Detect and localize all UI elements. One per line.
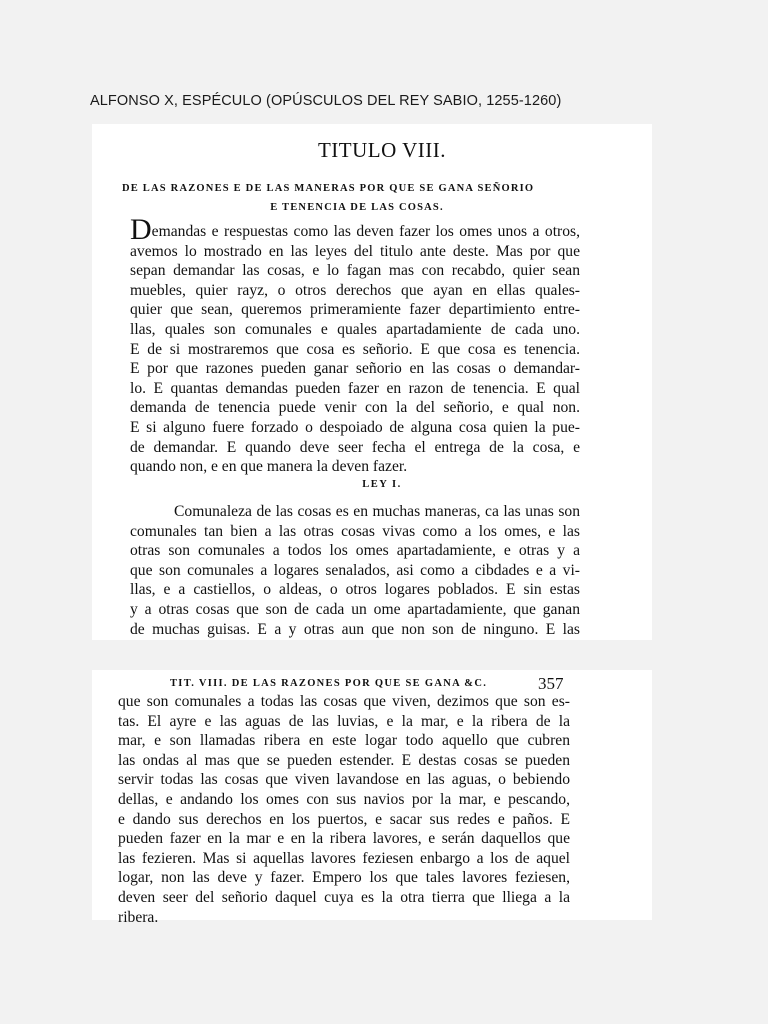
intro-line: quando non, e en que manera la deven fazer. — [130, 458, 408, 476]
text-line: tas. El ayre e las aguas de las luvias, e la mar, e la ribera de la — [118, 712, 570, 730]
text-line: logar, non las deve y fazer. Empero los que tales lavores feziesen, — [118, 869, 570, 887]
intro-first-line-rest: emandas e respuestas como las deven fazer los omes unos a otros, — [151, 223, 580, 240]
title-subheading — [122, 179, 592, 217]
intro-line: demanda de tenencia puede venir con la del señorio, e qual non. — [130, 399, 580, 417]
ley-line: otras son comunales a todos los omes apartadamiente, e otras y a — [130, 542, 580, 560]
subheading-line: E TENENCIA DE LAS COSAS. — [270, 202, 444, 213]
text-line: pueden fazer en la mar e en la ribera lavores, e serán daquellos que — [118, 830, 570, 848]
text-line: mar, e son llamadas ribera en este logar todo aquello que cubren — [118, 732, 570, 750]
intro-line: quier que sean, queremos primeramiente fazer departimiento entre- — [130, 301, 580, 319]
text-line: que son comunales a todas las cosas que viven, dezimos que son es- — [118, 693, 570, 710]
ley-line: que son comunales a logares senalados, asi como a cibdades e a vi- — [130, 561, 580, 579]
intro-line: avemos lo mostrado en las leyes del titulo ante deste. Mas por que — [130, 242, 580, 260]
ley-heading: LEY I. — [362, 479, 402, 490]
text-line: ribera. — [118, 908, 159, 926]
intro-line: lo. E quantas demandas pueden fazer en razon de tenencia. E qual — [130, 379, 580, 397]
intro-line: de demandar. E quando deve seer fecha el entrega de la cosa, e — [130, 438, 580, 456]
ley-line: comunales tan bien a las otras cosas vivas como a los omes, e las — [130, 522, 580, 540]
scanned-page-top — [92, 124, 652, 640]
intro-line: llas, quales son comunales e quales apartadamiente de cada uno. — [130, 320, 580, 338]
text-line: servir todas las cosas que viven lavandose en las aguas, o bebiendo — [118, 771, 570, 789]
text-line: las ondas al mas que se pueden estender. E destas cosas se pueden — [118, 751, 570, 769]
page-number: 357 — [538, 674, 564, 693]
text-line: deven seer del señorio daquel cuya es la otra tierra que lliega a la — [118, 888, 570, 906]
ley-line: Comunaleza de las cosas es en muchas maneras, ca las unas son — [174, 503, 580, 520]
running-head: TIT. VIII. DE LAS RAZONES POR QUE SE GANA &C. — [170, 678, 488, 689]
intro-line: E de si mostraremos que cosa es señorio. E que cosa es tenencia. — [130, 340, 580, 358]
page-title: TITULO VIII. — [317, 138, 447, 162]
ley-line: de muchas guisas. E a y otras aun que non son de ninguno. E las — [130, 620, 580, 638]
intro-line: muebles, quier rayz, o otros derechos que ayan en ellas quales- — [130, 281, 580, 299]
intro-line: sepan demandar las cosas, e lo fagan mas con recabdo, quier sean — [130, 262, 580, 280]
intro-line — [130, 213, 580, 246]
drop-cap: D — [130, 213, 152, 246]
text-line: dellas, e andando los omes con sus navios por la mar, e pescando, — [118, 790, 570, 808]
text-line: e dando sus derechos en los puertos, e sacar sus redes e paños. E — [118, 810, 570, 828]
intro-paragraph — [130, 213, 580, 477]
ley-line: y a otras cosas que son de cada un ome apartadamiente, que ganan — [130, 600, 580, 618]
text-line: las fezieren. Mas si aquellas lavores feziesen enbargo a los de aquel — [118, 849, 570, 867]
scanned-page-bottom — [92, 670, 652, 926]
continuation-paragraph — [118, 692, 570, 927]
ley-line: llas, e a castiellos, o aldeas, o otros logares poblados. E sin estas — [130, 581, 580, 599]
ley-paragraph — [130, 502, 580, 639]
subheading-line: DE LAS RAZONES E DE LAS MANERAS POR QUE SE GANA SEÑORIO — [122, 183, 535, 194]
intro-line: E por que razones pueden ganar señorio en las cosas o demandar- — [130, 360, 580, 378]
document-caption: ALFONSO X, ESPÉCULO (OPÚSCULOS DEL REY SABIO, 1255-1260) — [90, 93, 562, 109]
intro-line: E si alguno fuere forzado o despoiado de alguna cosa quien la pue- — [130, 418, 580, 436]
